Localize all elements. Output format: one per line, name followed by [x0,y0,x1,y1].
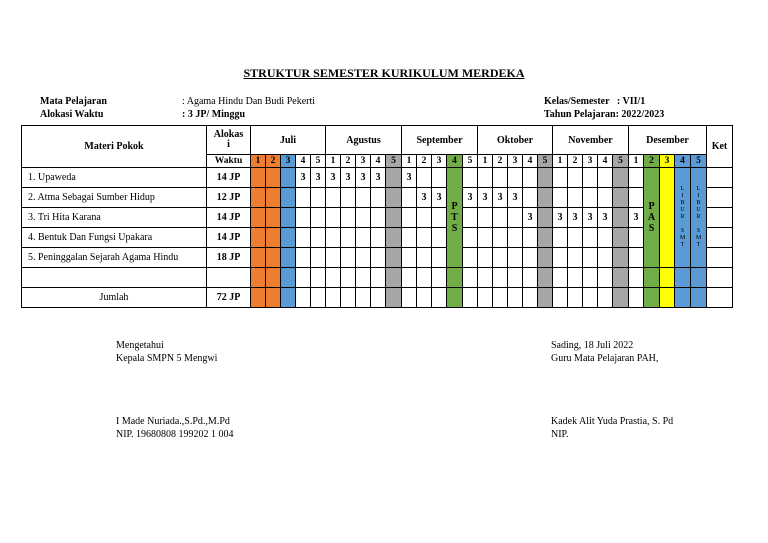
signature-right-nip: NIP. [551,429,569,440]
week-cell: 5 [463,155,478,168]
kelas-semester: Kelas/Semester : VII/1 [544,96,646,107]
jp-cell: 3 [296,168,311,188]
jp-cell: 3 [493,188,508,208]
yellow-column [660,168,675,268]
week-cell: 2 [341,155,356,168]
table-row [22,268,733,288]
month-november: November [553,126,629,155]
week-cell: 4 [598,155,613,168]
semester-structure-table [21,125,733,308]
alokasi-label: Alokasi Waktu [40,109,104,120]
signature-right-line2: Guru Mata Pelajaran PAH, [551,353,659,364]
header-alokasi [207,126,251,155]
month-oktober: Oktober [478,126,553,155]
week-cell: 3 [356,155,371,168]
jp-cell: 3 [326,168,341,188]
materi-cell: 1. Upaweda [22,168,207,188]
alokasi-cell: 12 JP [207,188,251,208]
pts-label: P T S [451,201,458,234]
alokasi-cell: 14 JP [207,168,251,188]
month-juli: Juli [251,126,326,155]
total-row [22,288,733,308]
table-body [22,126,733,308]
header-row-months [22,126,733,155]
jp-cell: 3 [553,208,568,228]
week-cell: 4 [523,155,538,168]
pas-label: P A S [647,201,656,234]
week-cell: 4 [675,155,691,168]
jp-cell: 3 [356,168,371,188]
pas-column [644,168,660,268]
jp-cell: 3 [463,188,478,208]
tahun-pelajaran: Tahun Pelajaran: 2022/2023 [544,109,665,120]
mapel-value: : Agama Hindu Dan Budi Pekerti [182,96,316,107]
week-cell: 5 [386,155,402,168]
libur-smt-column-2 [691,168,707,268]
alokasi-value: : 3 JP/ Minggu [182,109,246,120]
jumlah-value: 72 JP [207,288,251,308]
jp-cell: 3 [311,168,326,188]
jp-cell: 3 [432,188,447,208]
week-cell: 5 [691,155,707,168]
signature-right-line1: Sading, 18 Juli 2022 [551,340,634,351]
jp-cell: 3 [371,168,386,188]
month-september: September [402,126,478,155]
month-agustus: Agustus [326,126,402,155]
jp-cell: 3 [402,168,417,188]
month-desember: Desember [629,126,707,155]
week-cell: 1 [478,155,493,168]
signature-left-line1: Mengetahui [116,340,164,351]
table-row [22,228,733,248]
week-cell: 1 [629,155,644,168]
mapel-label: Mata Pelajaran [40,96,107,107]
materi-cell: 2. Atma Sebagai Sumber Hidup [22,188,207,208]
week-cell: 3 [583,155,598,168]
jp-cell: 3 [523,208,538,228]
alokasi-cell: 18 JP [207,248,251,268]
week-cell: 3 [660,155,675,168]
jp-cell: 3 [598,208,613,228]
header-materi: Materi Pokok [22,126,207,168]
jumlah-label: Jumlah [22,288,207,308]
jp-cell: 3 [568,208,583,228]
week-cell: 1 [553,155,568,168]
libur-smt-label: L I B U R S M T [695,186,702,248]
table-row [22,188,733,208]
week-cell: 5 [613,155,629,168]
signature-left-line2: Kepala SMPN 5 Mengwi [116,353,218,364]
materi-cell: 4. Bentuk Dan Fungsi Upakara [22,228,207,248]
week-cell: 1 [251,155,266,168]
week-cell: 2 [266,155,281,168]
week-cell: 2 [644,155,660,168]
week-cell: 2 [568,155,583,168]
week-cell: 2 [493,155,508,168]
libur-smt-label: L I B U R S M T [679,186,686,248]
materi-cell: 5. Peninggalan Sejarah Agama Hindu [22,248,207,268]
jp-cell: 3 [417,188,432,208]
header-ket: Ket [707,126,733,168]
table-row [22,168,733,188]
jp-cell: 3 [508,188,523,208]
header-alokasi-line1: Alokas [213,129,244,140]
alokasi-cell: 14 JP [207,208,251,228]
table-row [22,248,733,268]
week-cell: 4 [371,155,386,168]
signature-left-name: I Made Nuriada.,S.Pd.,M.Pd [116,416,230,427]
document-title: STRUKTUR SEMESTER KURIKULUM MERDEKA [243,66,525,80]
week-cell: 4 [447,155,463,168]
week-cell: 3 [281,155,296,168]
week-cell: 4 [296,155,311,168]
jp-cell: 3 [341,168,356,188]
alokasi-cell: 14 JP [207,228,251,248]
header-waktu: Waktu [207,155,251,168]
header-alokasi-line2: i [227,139,230,150]
week-cell: 3 [432,155,447,168]
week-cell: 5 [311,155,326,168]
signature-left-nip: NIP. 19680808 199202 1 004 [116,429,234,440]
table-row [22,208,733,228]
week-cell: 1 [326,155,341,168]
week-cell: 2 [417,155,432,168]
week-cell: 5 [538,155,553,168]
signature-right-name: Kadek Alit Yuda Prastia, S. Pd [551,416,674,427]
materi-cell: 3. Tri Hita Karana [22,208,207,228]
libur-smt-column-1 [675,168,691,268]
jp-cell: 3 [478,188,493,208]
jp-cell: 3 [629,208,644,228]
pts-column [447,168,463,268]
week-cell: 3 [508,155,523,168]
jp-cell: 3 [583,208,598,228]
week-cell: 1 [402,155,417,168]
